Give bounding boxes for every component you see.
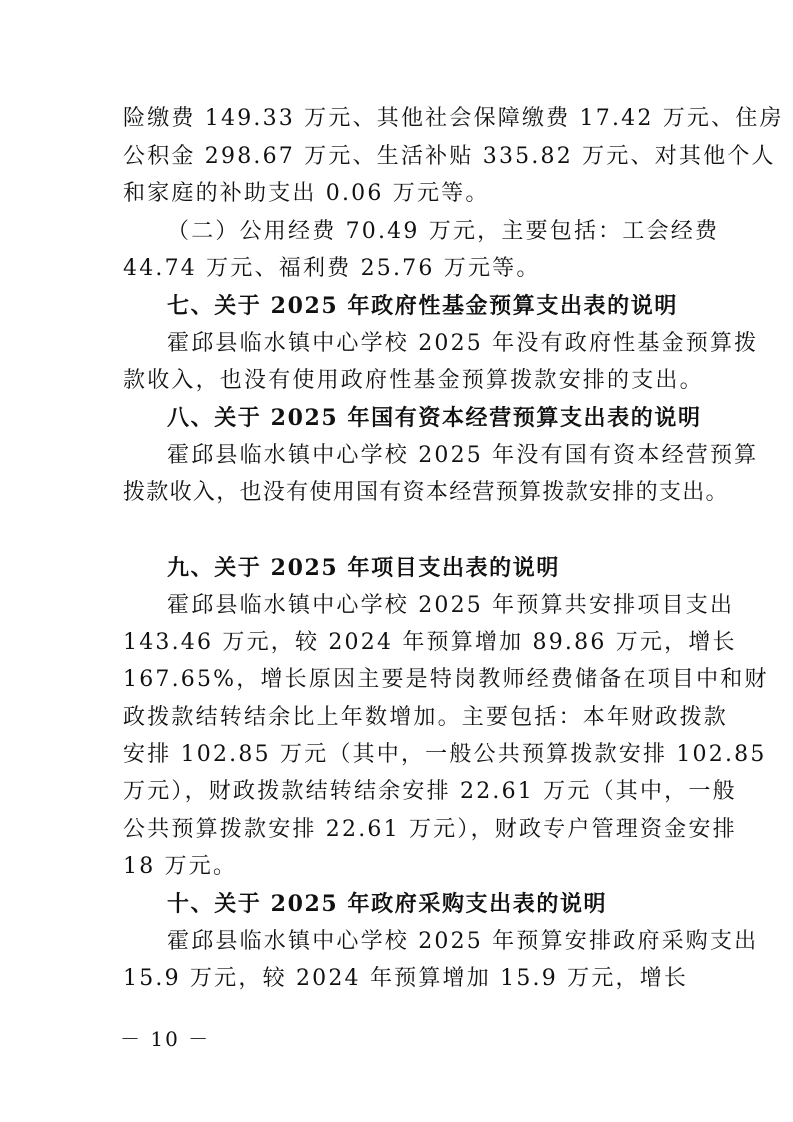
paragraph-line: 款收入，也没有使用政府性基金预算拨款安排的支出。: [123, 368, 704, 393]
paragraph-line: 167.65%，增长原因主要是特岗教师经费储备在项目中和财: [123, 667, 769, 692]
section-heading: 七、关于 2025 年政府性基金预算支出表的说明: [167, 293, 678, 319]
page-number: － 10 －: [120, 1027, 211, 1051]
paragraph-line: 143.46 万元，较 2024 年预算增加 89.86 万元，增长: [123, 630, 737, 655]
paragraph-line: 政拨款结转结余比上年数增加。主要包括：本年财政拨款: [123, 705, 729, 730]
section-heading: 十、关于 2025 年政府采购支出表的说明: [167, 891, 608, 917]
paragraph-line: 公共预算拨款安排 22.61 万元），财政专户管理资金安排: [123, 817, 737, 842]
paragraph-line: 18 万元。: [123, 854, 238, 879]
paragraph-line: 和家庭的补助支出 0.06 万元等。: [123, 181, 490, 206]
paragraph-line: 霍邱县临水镇中心学校 2025 年没有国有资本经营预算: [167, 443, 759, 468]
paragraph-line: （二）公用经费 70.49 万元，主要包括：工会经费: [167, 219, 720, 244]
section-heading: 八、关于 2025 年国有资本经营预算支出表的说明: [167, 405, 702, 431]
paragraph-line: 霍邱县临水镇中心学校 2025 年没有政府性基金预算拨: [167, 331, 759, 356]
paragraph-line: 万元），财政拨款结转结余安排 22.61 万元（其中，一般: [123, 779, 737, 804]
paragraph-line: 安排 102.85 万元（其中，一般公共预算拨款安排 102.85: [123, 742, 767, 767]
paragraph-line: 霍邱县临水镇中心学校 2025 年预算安排政府采购支出: [167, 929, 759, 954]
paragraph-line: 霍邱县临水镇中心学校 2025 年预算共安排项目支出: [167, 593, 735, 618]
paragraph-line: 拨款收入，也没有使用国有资本经营预算拨款安排的支出。: [123, 480, 729, 505]
paragraph-line: 险缴费 149.33 万元、其他社会保障缴费 17.42 万元、住房: [123, 106, 784, 131]
paragraph-line: 44.74 万元、福利费 25.76 万元等。: [123, 256, 541, 281]
paragraph-line: 公积金 298.67 万元、生活补贴 335.82 万元、对其他个人: [123, 144, 776, 169]
paragraph-line: 15.9 万元，较 2024 年预算增加 15.9 万元，增长: [123, 966, 689, 991]
section-heading: 九、关于 2025 年项目支出表的说明: [167, 555, 560, 581]
